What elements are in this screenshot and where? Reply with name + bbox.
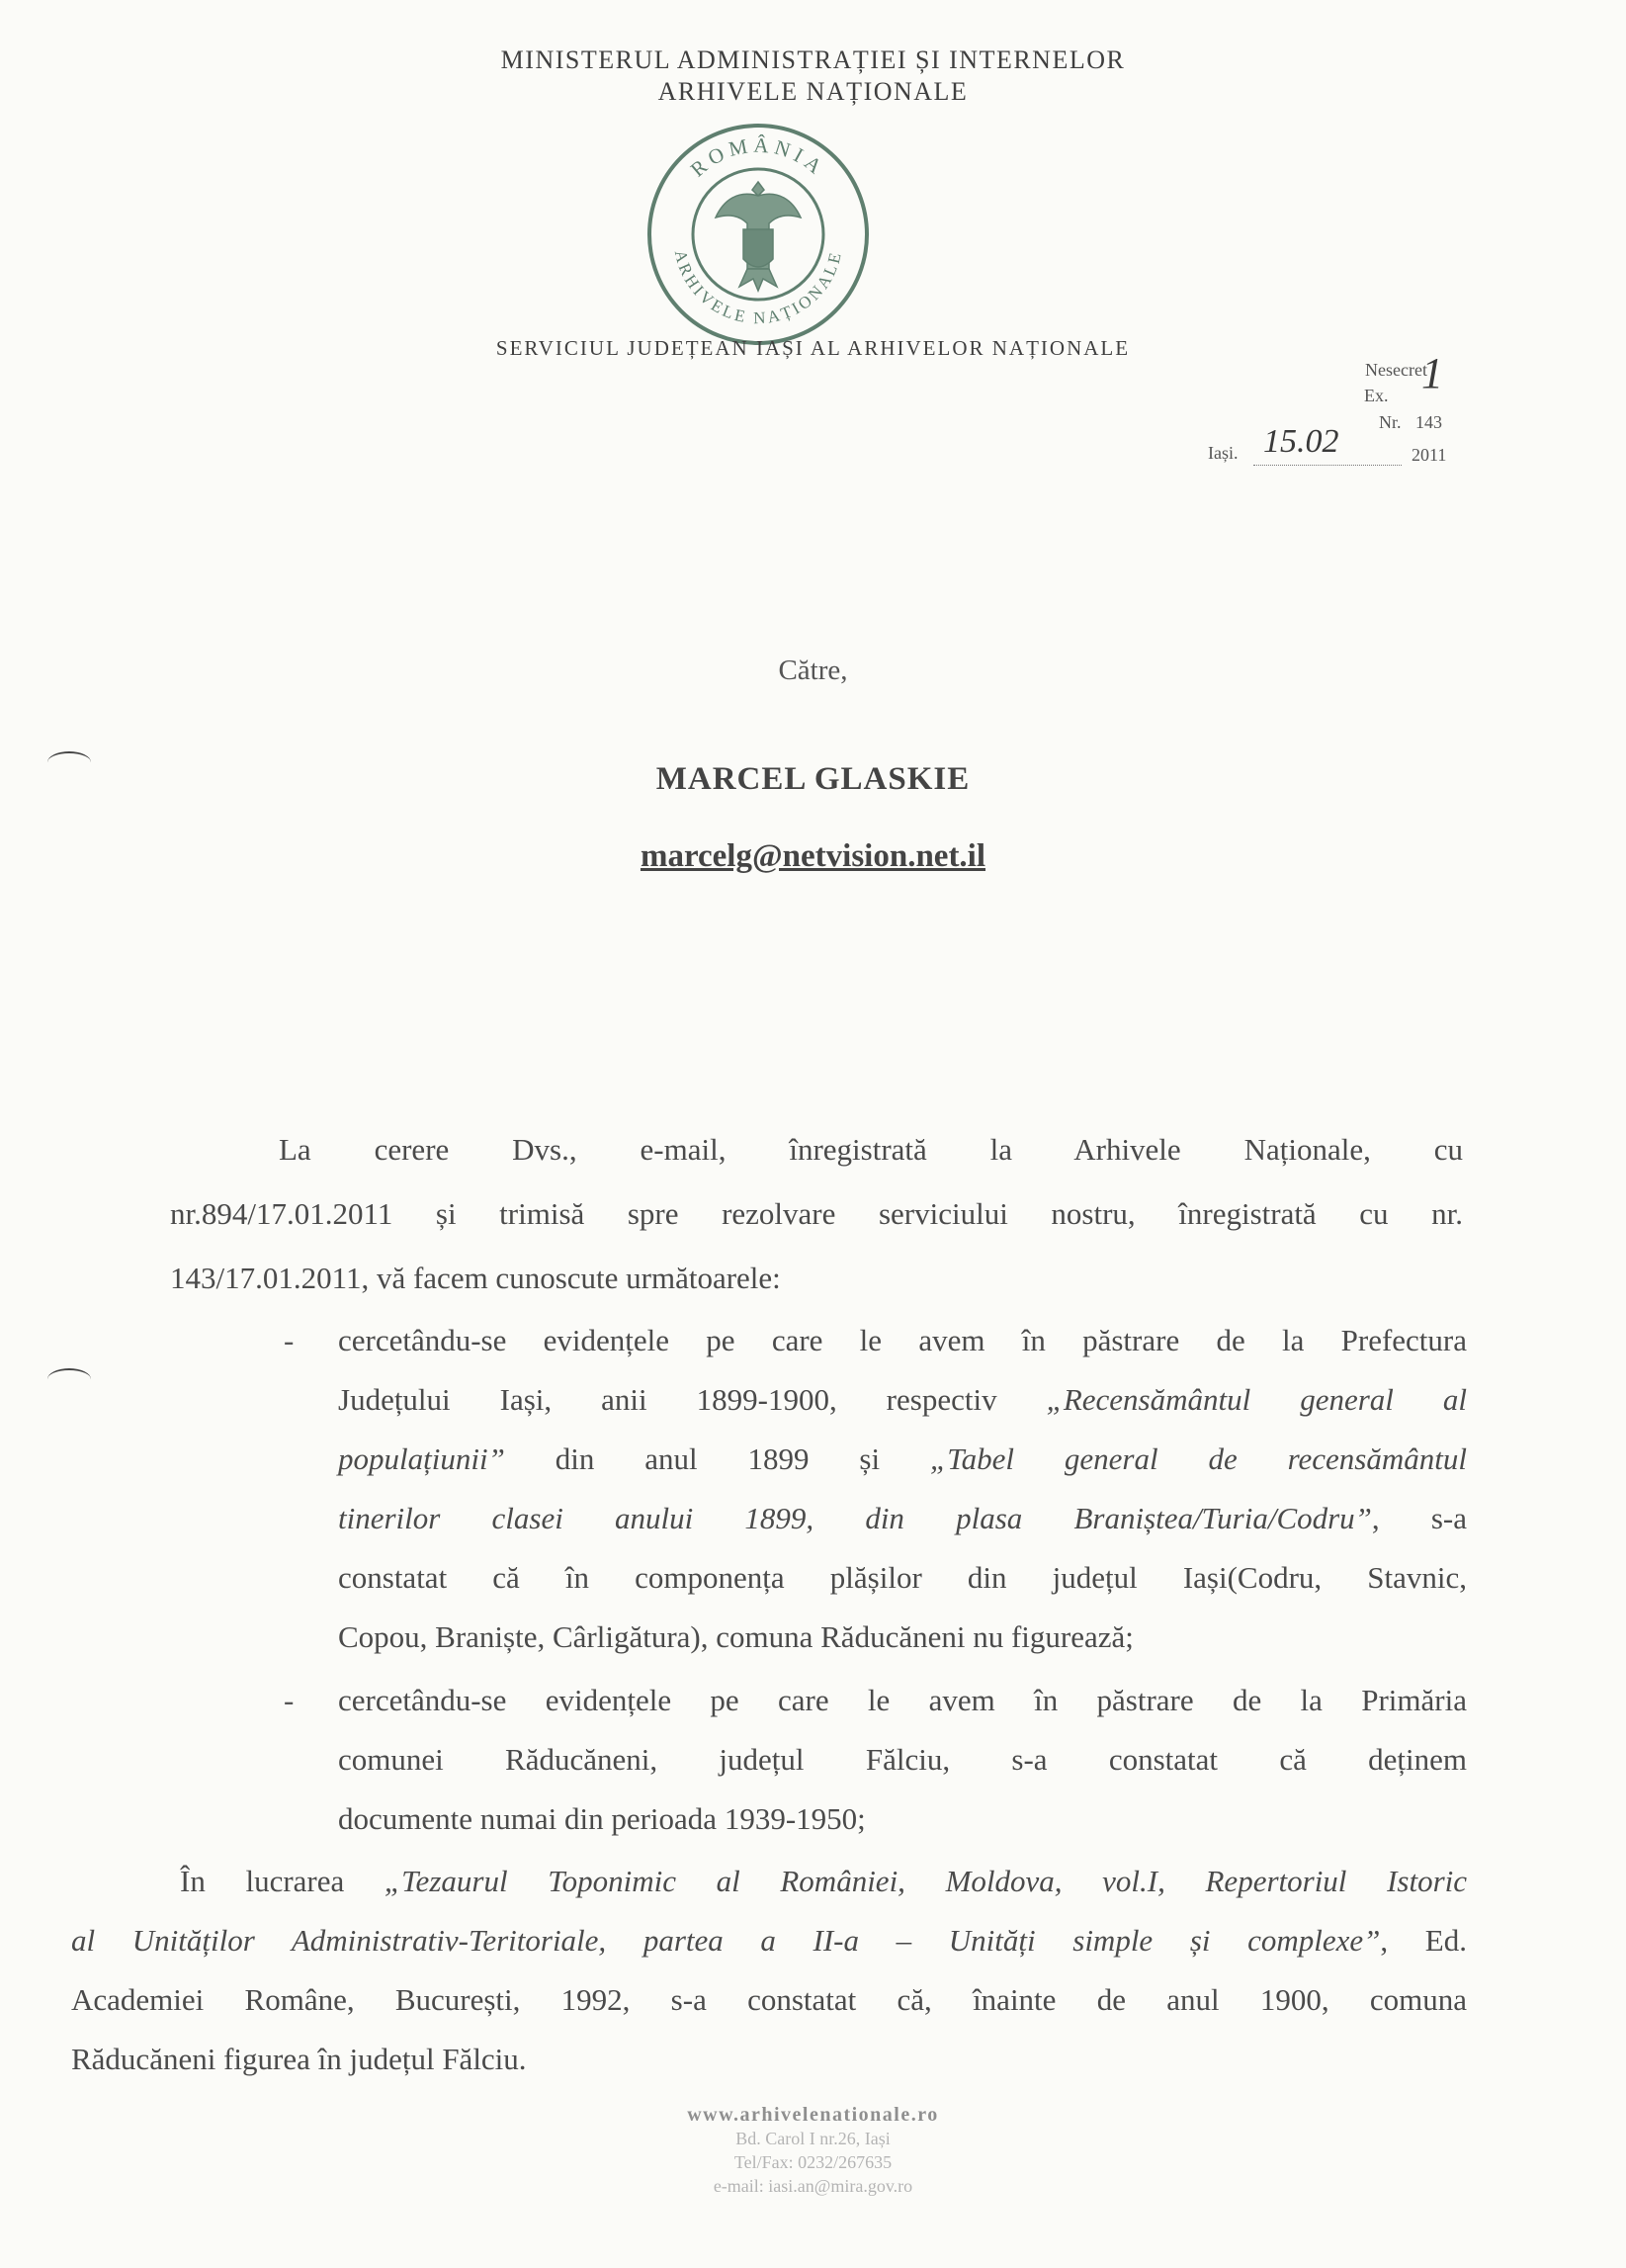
svg-text:ROMÂNIA xyxy=(686,133,830,182)
footer-website: www.arhivelenationale.ro xyxy=(687,2104,939,2126)
footer-address: Bd. Carol I nr.26, Iași xyxy=(735,2129,891,2148)
date-line xyxy=(1253,465,1402,466)
recipient-name: MARCEL GLASKIE xyxy=(655,761,971,797)
registration-year: 2011 xyxy=(1412,445,1447,465)
footer-email: e-mail: iasi.an@mira.gov.ro xyxy=(713,2176,913,2196)
ex-label: Ex. xyxy=(1364,386,1389,405)
handwritten-date: 15.02 xyxy=(1263,423,1339,460)
bullet-1-line-3 xyxy=(338,1441,1467,1477)
paragraph-1-line-2: nr.894/17.01.2011 și trimisă spre rezolvare serviciului nostru, înregistrată cu nr. xyxy=(170,1196,1463,1231)
table-title-end: tinerilor clasei anului 1899, din plasa Braniștea/Turia/Codru” xyxy=(338,1501,1372,1535)
census-title-end: populațiunii” xyxy=(338,1441,505,1476)
recipient-email: marcelg@netvision.net.il xyxy=(640,838,986,874)
work-title: „Tezaurul Toponimic al României, Moldova, vol.I, Repertoriul Istoric xyxy=(384,1864,1468,1898)
to-label: Către, xyxy=(778,654,848,686)
punch-mark xyxy=(47,1368,91,1390)
bullet-2-line-2: comunei Răducăneni, județul Fălciu, s-a constatat că deținem xyxy=(338,1742,1467,1777)
bullet-1-line-2-text: Județului Iași, anii 1899-1900, respectiv xyxy=(338,1382,1047,1417)
paragraph-2-line-2 xyxy=(71,1923,1467,1959)
paragraph-2-line-1 xyxy=(180,1864,1467,1899)
paragraph-2-line-2-text: , Ed. xyxy=(1380,1923,1467,1958)
coat-of-arms-icon xyxy=(716,182,801,291)
bullet-1-line-5: constatat că în componența plășilor din județul Iași(Codru, Stavnic, xyxy=(338,1560,1467,1595)
seal-top-text: ROMÂNIA xyxy=(685,132,831,182)
table-title: „Tabel general de recensământul xyxy=(929,1441,1467,1476)
bullet-2-line-3: documente numai din perioada 1939-1950; xyxy=(338,1801,866,1836)
seal-bottom-text: ARHIVELE NAȚIONALE xyxy=(670,247,846,328)
bullet-1-line-3-text: din anul 1899 și xyxy=(504,1441,930,1476)
census-title: „Recensământul general al xyxy=(1046,1382,1467,1417)
paragraph-2-line-4: Răducăneni figurea în județul Fălciu. xyxy=(71,2042,527,2076)
archives-heading: ARHIVELE NAȚIONALE xyxy=(657,77,969,106)
place-label: Iași. xyxy=(1208,443,1239,463)
bullet-1-line-2 xyxy=(338,1382,1467,1418)
bullet-1-line-1: cercetându-se evidențele pe care le avem în păstrare de la Prefectura xyxy=(338,1323,1467,1357)
nr-value: 143 xyxy=(1415,412,1442,432)
bullet-2-line-1: cercetându-se evidențele pe care le avem în păstrare de la Primăria xyxy=(338,1683,1467,1717)
paragraph-2-line-1-text: În lucrarea xyxy=(180,1864,385,1898)
bullet-1-line-4-text: , s-a xyxy=(1371,1501,1467,1535)
bullet-1-line-6: Copou, Braniște, Cârligătura), comuna Răducăneni nu figurează; xyxy=(338,1619,1134,1654)
bullet-dash-2: - xyxy=(284,1683,295,1717)
ex-handwritten-number: 1 xyxy=(1421,349,1443,397)
paragraph-2-line-3: Academiei Române, București, 1992, s-a constatat că, înainte de anul 1900, comuna xyxy=(71,1982,1467,2017)
paragraph-1-line-3: 143/17.01.2011, vă facem cunoscute următoarele: xyxy=(170,1261,781,1295)
nr-label: Nr. xyxy=(1379,412,1402,432)
national-archives-seal xyxy=(644,121,872,348)
punch-mark xyxy=(47,751,91,773)
bullet-dash-1: - xyxy=(284,1323,295,1357)
work-title-end: al Unităților Administrativ-Teritoriale, partea a II-a – Unități simple și complexe” xyxy=(71,1923,1381,1958)
ministry-heading: MINISTERUL ADMINISTRAȚIEI ȘI INTERNELOR xyxy=(500,45,1126,74)
service-heading: SERVICIUL JUDEȚEAN IAȘI AL ARHIVELOR NAȚIONALE xyxy=(495,336,1131,360)
paragraph-1-line-1: La cerere Dvs., e-mail, înregistrată la Arhivele Naționale, cu xyxy=(279,1132,1463,1167)
classification-label: Nesecret xyxy=(1365,360,1427,380)
footer-phone: Tel/Fax: 0232/267635 xyxy=(733,2152,893,2172)
bullet-1-line-4 xyxy=(338,1501,1467,1536)
